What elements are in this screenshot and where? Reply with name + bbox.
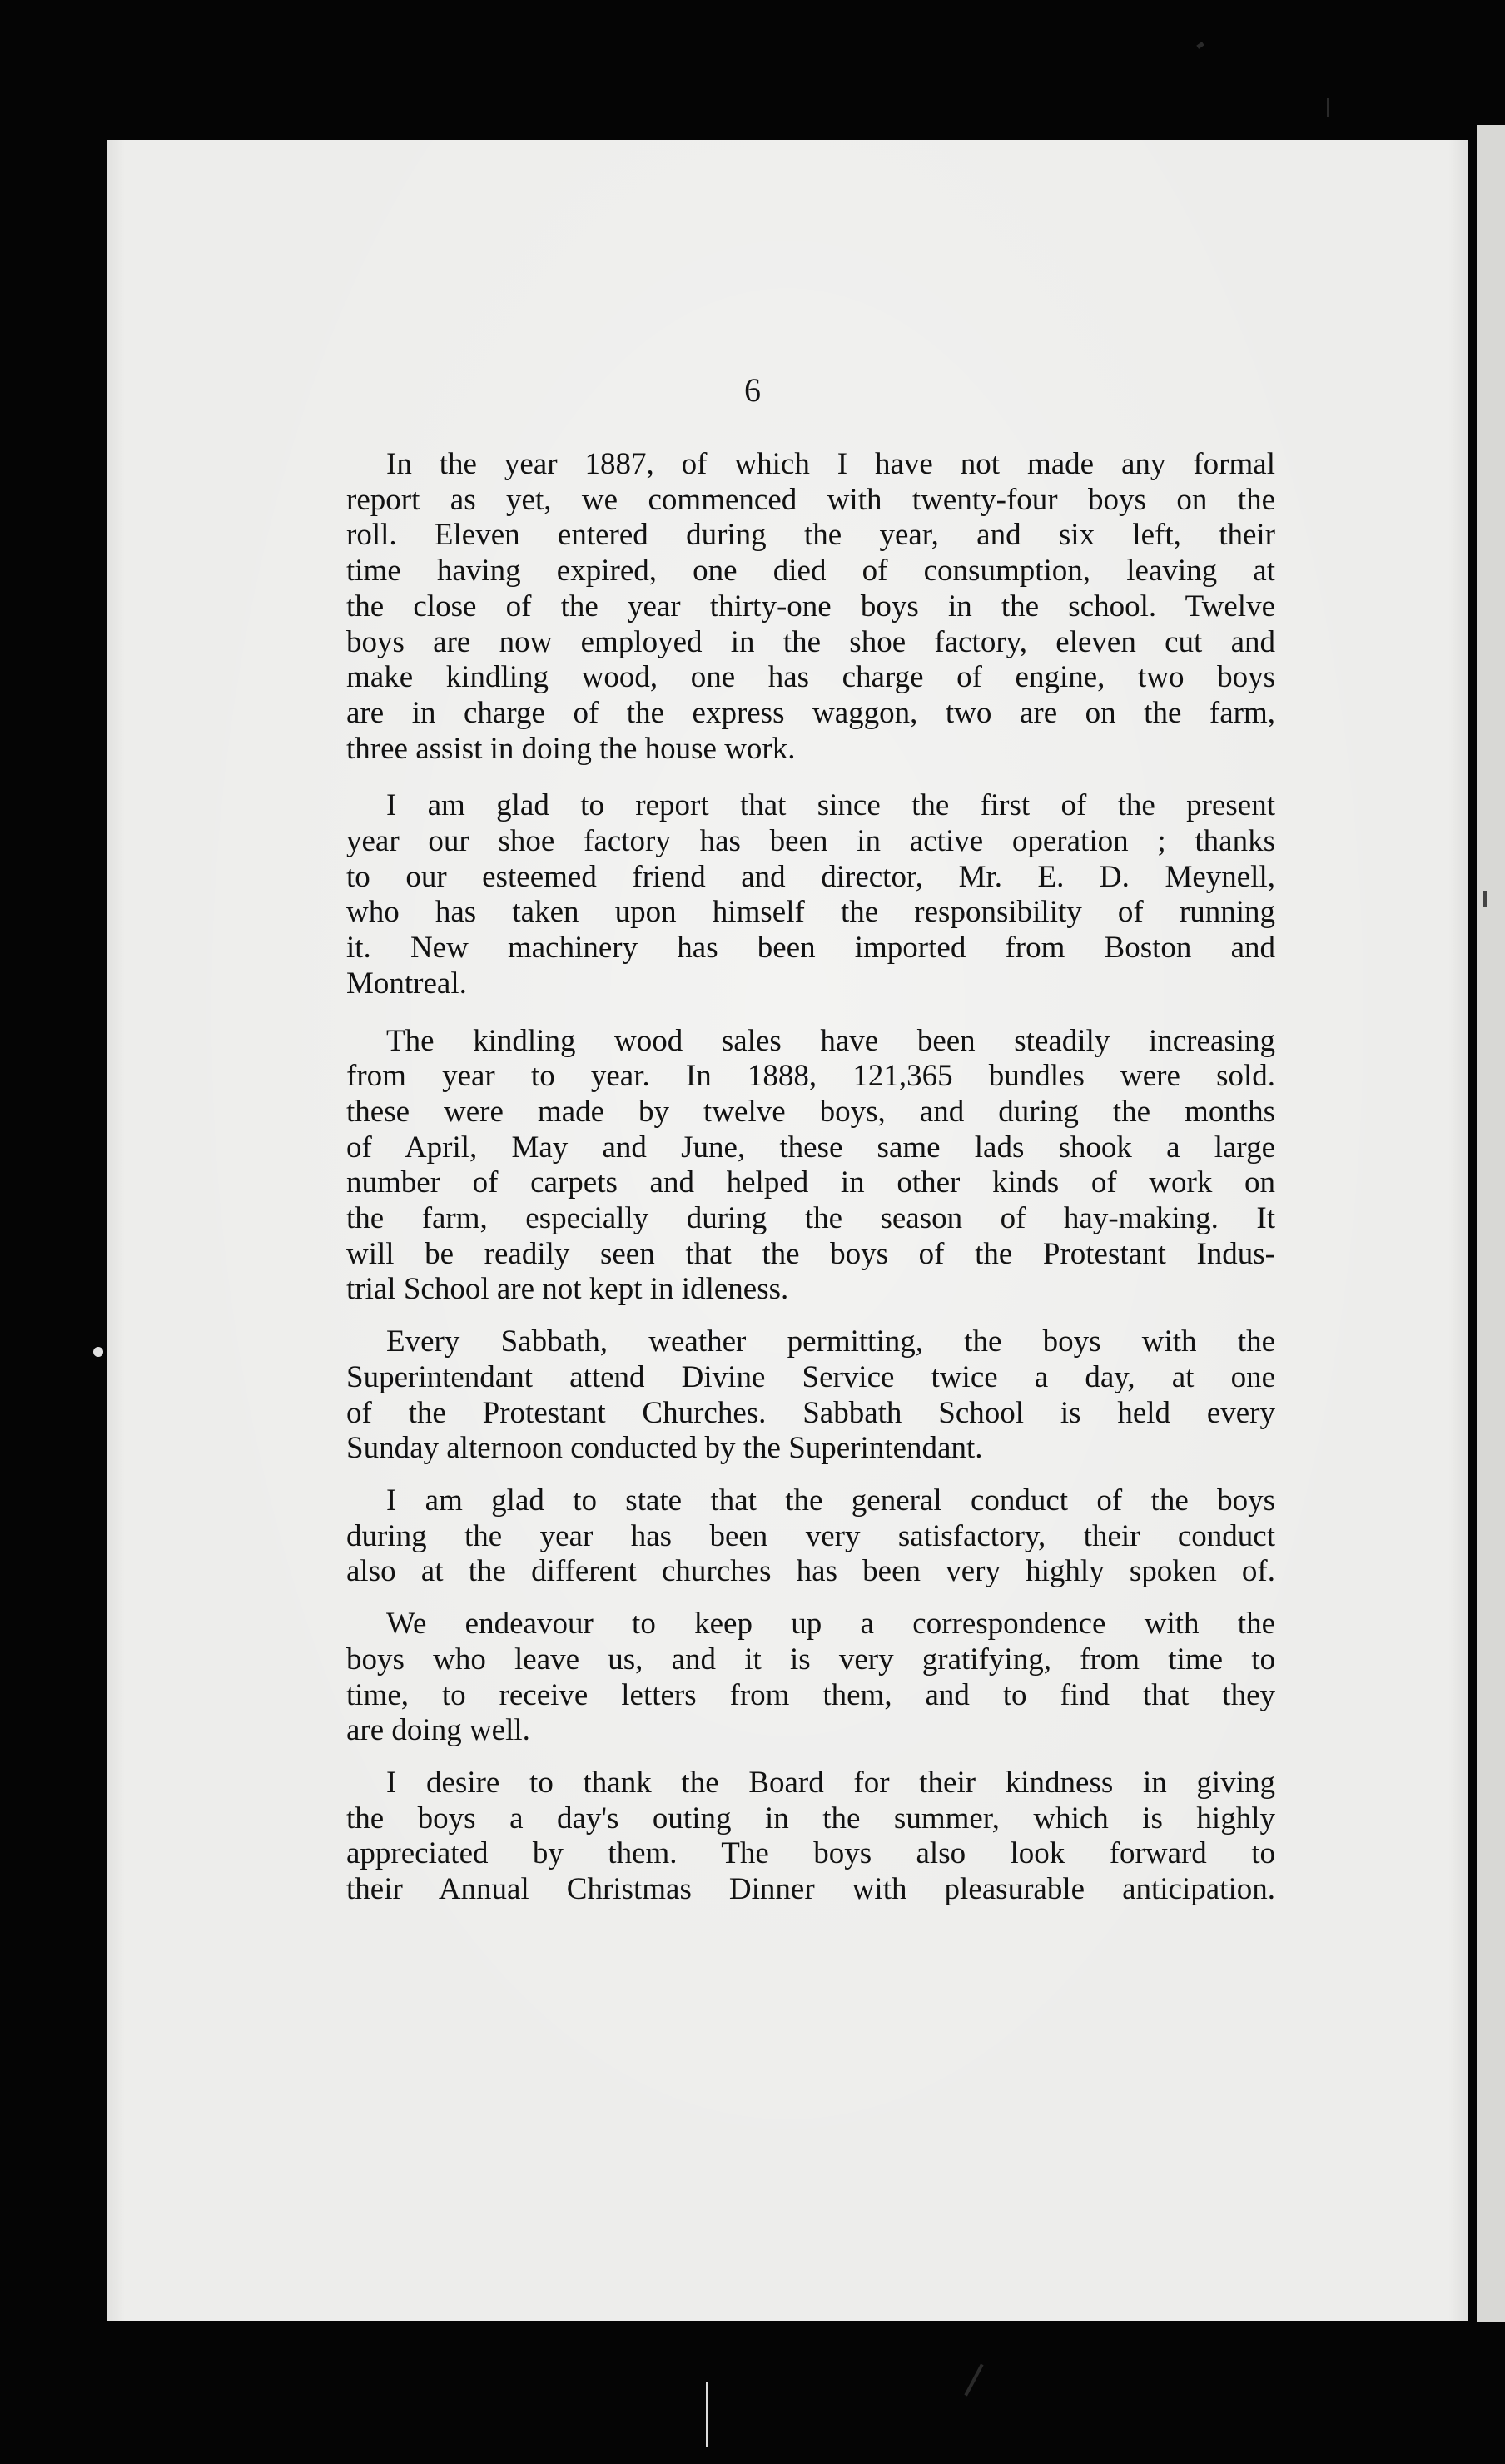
page-number: 6 [744, 371, 761, 409]
text-line: these were made by twelve boys, and during the months [346, 1094, 1275, 1129]
paragraph [346, 1483, 1275, 1590]
text-line: We endeavour to keep up a correspondence with the [386, 1607, 1275, 1642]
paragraph [346, 1324, 1275, 1467]
text-line: it. New machinery has been imported from Boston and [346, 931, 1275, 966]
text-line: will be readily seen that the boys of the Protestant Indus- [346, 1236, 1275, 1271]
text-line: Every Sabbath, weather permitting, the boys with the [386, 1324, 1275, 1359]
text-line: to our esteemed friend and director, Mr. E. D. Meynell, [346, 859, 1275, 894]
text-line: of April, May and June, these same lads shook a large [346, 1130, 1275, 1165]
text-line: boys are now employed in the shoe factory, eleven cut and [346, 624, 1275, 659]
text-line: of the Protestant Churches. Sabbath School is held every [346, 1395, 1275, 1430]
text-line: I am glad to report that since the first of the present [386, 788, 1275, 823]
text-line: roll. Eleven entered during the year, and six left, their [346, 518, 1275, 553]
text-line: the boys a day's outing in the summer, which is highly [346, 1801, 1275, 1836]
scan-mark [93, 1347, 103, 1357]
text-line: three assist in doing the house work. [346, 731, 796, 766]
text-line: the close of the year thirty-one boys in the school. Twelve [346, 589, 1275, 623]
text-line: I am glad to state that the general conduct of the boys [386, 1483, 1275, 1518]
text-line: In the year 1887, of which I have not made any formal [386, 447, 1275, 481]
scan-mark [706, 2382, 708, 2447]
text-line: also at the different churches has been very highly spoken of. [346, 1554, 1275, 1589]
paragraph [346, 1024, 1275, 1309]
text-line: trial School are not kept in idleness. [346, 1272, 789, 1307]
text-line: from year to year. In 1888, 121,365 bundles were sold. [346, 1059, 1275, 1094]
paragraph [346, 1766, 1275, 1908]
text-line: the farm, especially during the season of hay-making. It [346, 1201, 1275, 1236]
scan-mark [1483, 891, 1487, 907]
text-line: are doing well. [346, 1713, 530, 1748]
text-line: who has taken upon himself the responsibility of running [346, 895, 1275, 930]
text-line: time, to receive letters from them, and to find that they [346, 1677, 1275, 1712]
text-line: number of carpets and helped in other kinds of work on [346, 1165, 1275, 1200]
text-line: time having expired, one died of consumption, leaving at [346, 554, 1275, 589]
text-line: during the year has been very satisfactory, their conduct [346, 1518, 1275, 1553]
text-line: boys who leave us, and it is very gratifying, from time to [346, 1642, 1275, 1677]
paragraph [346, 1607, 1275, 1749]
text-line: report as yet, we commenced with twenty-four boys on the [346, 482, 1275, 517]
text-line: Montreal. [346, 966, 467, 1001]
text-line: their Annual Christmas Dinner with pleasurable anticipation. [346, 1872, 1275, 1907]
paragraph [346, 788, 1275, 1001]
paragraph [346, 447, 1275, 767]
text-line: Sunday alternoon conducted by the Superintendant. [346, 1431, 983, 1466]
text-line: make kindling wood, one has charge of engine, two boys [346, 660, 1275, 695]
text-line: I desire to thank the Board for their kindness in giving [386, 1765, 1275, 1800]
adjacent-page-edge [1477, 125, 1505, 2322]
text-line: are in charge of the express waggon, two are on the farm, [346, 695, 1275, 730]
text-line: Superintendant attend Divine Service twice a day, at one [346, 1359, 1275, 1394]
text-line: The kindling wood sales have been steadily increasing [386, 1023, 1275, 1058]
body-text [346, 447, 1275, 1908]
scan-mark [1327, 98, 1329, 117]
text-line: appreciated by them. The boys also look forward to [346, 1836, 1275, 1871]
text-line: year our shoe factory has been in active operation ; thanks [346, 824, 1275, 859]
